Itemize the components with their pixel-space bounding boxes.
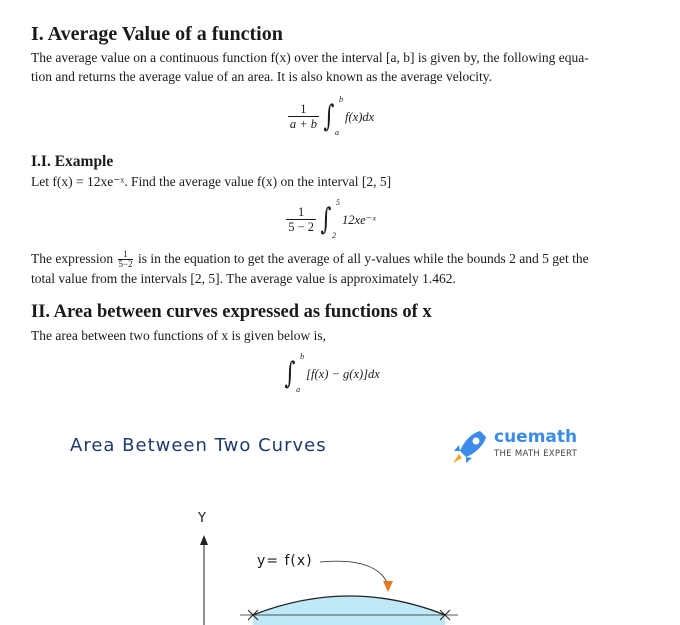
brand-name: cuemath [494,427,578,447]
y-axis-arrowhead [200,535,208,545]
explanation-line [31,249,631,269]
lower-bound: 2 [332,231,337,240]
denominator: 5 − 2 [288,220,315,234]
leader-arrowhead [383,581,393,592]
section-heading-area-between-curves: II. Area between curves expressed as functions of x [31,302,432,323]
example-formula [31,195,631,245]
integral-sign: ∫ b a [323,95,344,137]
denominator: 5−2 [118,259,133,270]
denominator: a + b [289,117,318,131]
fraction [286,205,316,235]
integrand: 12xe⁻ˣ [342,213,376,227]
integrand: [f(x) − g(x)]dx [306,366,380,381]
integral-sign: ∫ b a [284,352,305,395]
average-value-formula [31,92,631,142]
section-heading-average-value: I. Average Value of a function [31,23,283,45]
example-statement: Let f(x) = 12xe⁻ˣ. Find the average value f(x) on the interval [2, 5] [31,174,392,189]
upper-bound: b [339,95,344,104]
integral-sign: ∫ 5 2 [320,198,341,240]
y-axis-label: Y [198,511,206,526]
area-between-curves-diagram [0,425,680,625]
numerator: 1 [298,205,305,219]
subsection-heading-example: I.I. Example [31,153,114,170]
numerator: 1 [300,102,307,116]
label-leader-line [320,561,388,585]
numerator: 1 [123,249,128,260]
diagram-title: Area Between Two Curves [70,435,327,456]
graph-area [0,425,680,625]
brand-tagline: THE MATH EXPERT [494,449,578,459]
text-fragment: is in the equation to get the average of all y-values while the bounds 2 and 5 get the [137,251,589,266]
document-page [31,22,631,399]
curve-label-f: y= f(x) [257,553,313,569]
paragraph-line: The area between two functions of x is given below is, [31,328,327,344]
upper-bound: 5 [336,198,341,207]
integrand: f(x)dx [345,109,375,124]
paragraph-line: The average value on a continuous function f(x) over the interval [a, b] is given by, the following equa- [31,50,589,65]
lower-bound: a [335,128,340,137]
text-fragment: The expression [31,251,114,266]
fraction [288,102,319,132]
lower-bound: a [296,385,301,395]
inline-fraction [118,250,132,269]
upper-bound: b [300,352,305,362]
paragraph-line: tion and returns the average value of an area. It is also known as the average velocity. [31,69,492,84]
area-formula [31,349,631,399]
explanation-line: total value from the intervals [2, 5]. The average value is approximately 1.462. [31,271,456,287]
shaded-area [253,596,445,625]
